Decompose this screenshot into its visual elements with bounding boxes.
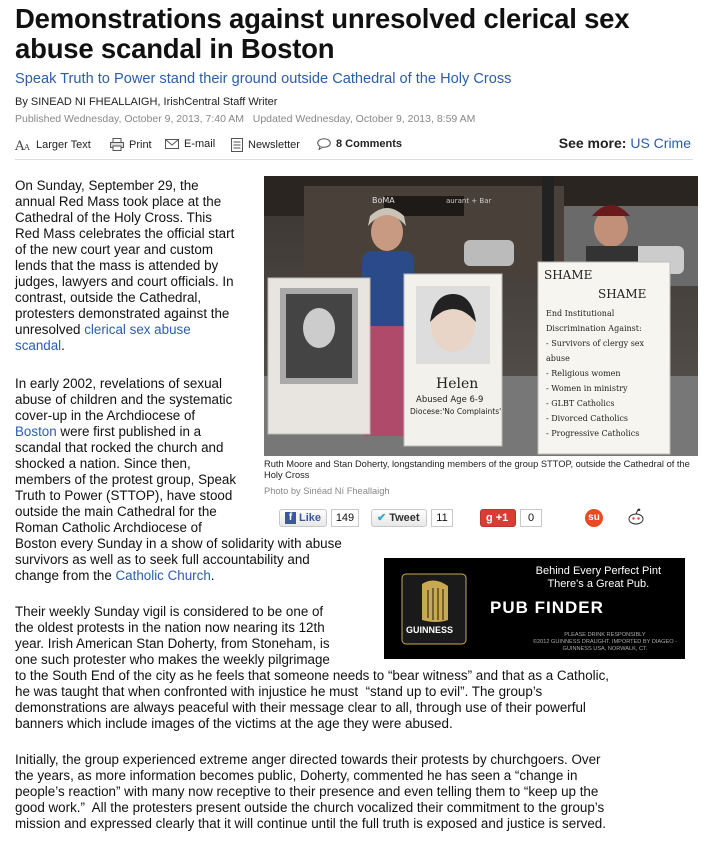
ad-fine-2: ©2012 GUINNESS DRAUGHT. IMPORTED BY DIAGEO -: [532, 639, 677, 645]
shame-sign-line: - Progressive Catholics: [546, 429, 640, 438]
facebook-like-label: Like: [298, 512, 321, 524]
svg-text:A: A: [15, 139, 25, 152]
paragraph-1-line: Cathedral of the Holy Cross. This: [15, 210, 212, 225]
paragraph-2-line: members of the protest group, Speak: [15, 472, 237, 487]
ad-fine-3: GUINNESS USA, NORWALK, CT.: [562, 646, 648, 652]
paragraph-3-line: to the South End of the city as he feels that someone needs to “bear witness” and that as a Catholic,: [15, 668, 610, 683]
paragraph-3-line: one such protester who makes the weekly pilgrimage: [15, 652, 330, 667]
tweet-label: Tweet: [389, 512, 420, 524]
paragraph-1-line-10: [15, 322, 260, 338]
comments-label: 8 Comments: [336, 138, 403, 150]
print-icon: [110, 138, 124, 151]
paragraph-4-line: the years, as more information becomes public, Doherty, commented he has seen a “change in: [15, 768, 578, 783]
guinness-brand: GUINNESS: [406, 625, 454, 635]
photo-caption: Ruth Moore and Stan Doherty, longstanding members of the group STTOP, outside the Cathedral of the Holy Cross: [264, 459, 690, 480]
print-button[interactable]: [110, 138, 152, 151]
shame-sign-1: SHAME: [544, 268, 593, 282]
article-container: [15, 0, 693, 831]
text-size-icon: [15, 138, 31, 152]
paragraph-2: [15, 376, 395, 584]
mail-icon: [165, 139, 179, 149]
google-plus-count: 0: [520, 509, 542, 527]
paragraph-2-line: Boston every Sunday in a show of solidarity with abuse: [15, 536, 342, 551]
email-button[interactable]: [165, 138, 215, 150]
storefront-sign: BoMA: [372, 196, 395, 205]
paragraph-2-line: abuse of children and the systematic: [15, 392, 233, 407]
boston-link[interactable]: Boston: [15, 424, 57, 439]
email-label: E-mail: [184, 138, 216, 150]
p1-text-post: .: [61, 338, 65, 353]
byline: By SINEAD NI FHEALLAIGH, IrishCentral Staff Writer: [15, 96, 278, 108]
helen-sign-name: Helen: [436, 376, 479, 392]
clerical-sex-abuse-link[interactable]: clerical sex abuse: [84, 322, 191, 337]
ad-tagline: [536, 565, 661, 591]
helen-sign-diocese: Diocese:'No Complaints': [410, 407, 502, 416]
paragraph-3-line: the oldest protests in the nation now nearing its 12th: [15, 620, 325, 635]
larger-text-button[interactable]: [15, 138, 91, 152]
see-more-link[interactable]: US Crime: [630, 135, 691, 151]
paragraph-2-line-4: [15, 424, 395, 440]
shame-sign-line: - Religious women: [546, 369, 621, 378]
paragraph-1-line-11: [15, 338, 260, 354]
tweet-count: 11: [431, 509, 453, 527]
shame-sign-line: - Women in ministry: [546, 384, 628, 393]
paragraph-1-line: judges, lawyers and court officials. In: [15, 274, 234, 289]
see-more: [559, 135, 691, 151]
print-label: Print: [129, 138, 152, 151]
reddit-icon[interactable]: [627, 508, 645, 526]
google-plus-icon: g: [486, 512, 493, 524]
ad-tagline-1: Behind Every Perfect Pint: [535, 565, 661, 577]
larger-text-label: Larger Text: [36, 139, 91, 151]
paragraph-2-line: survivors as well as to seek full accountability and: [15, 552, 310, 567]
paragraph-2-line: shocked a nation. Since then,: [15, 456, 191, 471]
facebook-icon: f: [285, 512, 296, 524]
google-plus-label: +1: [495, 512, 509, 524]
paragraph-1: [15, 178, 260, 354]
paragraph-4-line: mission and expressed clearly that it will continue until the full truth is exposed and justice is served.: [15, 816, 606, 831]
shame-sign-line: Discrimination Against:: [546, 324, 642, 333]
publish-dates: Published Wednesday, October 9, 2013, 7:40 AM Updated Wednesday, October 9, 2013, 8:59 AM: [15, 113, 476, 125]
paragraph-4-lines: [15, 752, 693, 832]
shame-sign-line: - GLBT Catholics: [546, 399, 615, 408]
paragraph-2-line: outside the main Cathedral for the: [15, 504, 217, 519]
p2-last-text: change from the: [15, 568, 116, 583]
paragraph-1-line: annual Red Mass took place at the: [15, 194, 222, 209]
scandal-link[interactable]: scandal: [15, 338, 62, 353]
paragraph-4-line: people’s reaction” with many now receptive to their presence and even telling them to “keep up the: [15, 784, 599, 799]
facebook-like-count: 149: [331, 509, 359, 527]
helen-sign-age: Abused Age 6-9: [416, 395, 484, 405]
google-plus-button[interactable]: [480, 509, 516, 527]
svg-text:A: A: [24, 143, 30, 152]
paragraph-1-line: of the new court year and custom: [15, 242, 213, 257]
paragraph-3-lines: [15, 604, 693, 732]
article-toolbar: [15, 135, 693, 160]
ad-fine-1: PLEASE DRINK RESPONSIBLY: [564, 632, 646, 638]
paragraph-2-line: scandal that rocked the church and: [15, 440, 224, 455]
catholic-church-link[interactable]: Catholic Church: [115, 568, 211, 583]
subheadline: Speak Truth to Power stand their ground outside Cathedral of the Holy Cross: [15, 71, 512, 87]
ad-tagline-2: There's a Great Pub.: [547, 578, 650, 590]
paragraph-1-line: contrast, outside the Cathedral,: [15, 290, 202, 305]
paragraph-3-line: demonstrations are always peaceful with their message clear to all, through use of their powerful: [15, 700, 586, 715]
paragraph-2-last-line: [15, 568, 395, 584]
paragraph-4: [15, 752, 693, 832]
paragraph-1-line: protesters demonstrated against the: [15, 306, 230, 321]
comments-button[interactable]: [317, 138, 402, 150]
paragraph-1-line: Red Mass celebrates the official start: [15, 226, 235, 241]
paragraph-1-line: On Sunday, September 29, the: [15, 178, 199, 193]
paragraph-4-line: good work.” All the protesters present outside the church vocalized their commitment to the group’s: [15, 800, 605, 815]
paragraph-2-lines-b: [15, 440, 395, 568]
paragraph-1-lines: [15, 178, 260, 322]
newsletter-button[interactable]: [231, 138, 300, 152]
p1-text-pre: unresolved: [15, 322, 85, 337]
shame-sign-line: - Survivors of clergy sex: [546, 339, 645, 348]
paragraph-3-line: year. Irish American Stan Doherty, from Stoneham, is: [15, 636, 330, 651]
paragraph-2-line: Roman Catholic Archdiocese of: [15, 520, 202, 535]
paragraph-3-line: he was taught that when confronted with injustice he must “stand up to evil”. The group’s: [15, 684, 543, 699]
newsletter-icon: [231, 138, 243, 152]
shame-sign-line: End Institutional: [546, 309, 615, 318]
paragraph-1-line: lends that the mass is attended by: [15, 258, 219, 273]
p2-last-post: .: [210, 568, 215, 583]
paragraph-3-line: Their weekly Sunday vigil is considered to be one of: [15, 604, 324, 619]
see-more-label: See more:: [558, 135, 627, 151]
paragraph-3: [15, 604, 693, 732]
twitter-bird-icon: ✔: [377, 512, 387, 524]
stumbleupon-icon[interactable]: su: [585, 509, 603, 527]
paragraph-2-line: Truth to Power (STTOP), have stood: [15, 488, 233, 503]
photo-credit: Photo by Sinéad Ní Fheallaigh: [264, 486, 390, 496]
ad-title: PUB FINDER: [490, 598, 604, 617]
paragraph-2-line: cover-up in the Archdiocese of: [15, 408, 196, 423]
shame-sign-line: - Divorced Catholics: [546, 414, 629, 423]
headline: Demonstrations against unresolved clerical sex abuse scandal in Boston: [15, 3, 630, 64]
p2-line4-text: were first published in a: [56, 424, 202, 439]
paragraph-4-line: Initially, the group experienced extreme anger directed towards their protests by churchgoers. Over: [15, 752, 601, 767]
storefront-sign-2: aurant + Bar: [446, 197, 492, 205]
comment-bubble-icon: [317, 138, 331, 150]
paragraph-2-lines-a: [15, 376, 395, 424]
newsletter-label: Newsletter: [248, 139, 300, 151]
paragraph-2-line: In early 2002, revelations of sexual: [15, 376, 222, 391]
shame-sign-2: SHAME: [598, 287, 647, 301]
paragraph-3-line: banners which include images of the victims at the age they were abused.: [15, 716, 453, 731]
shame-sign-line: abuse: [546, 354, 570, 363]
